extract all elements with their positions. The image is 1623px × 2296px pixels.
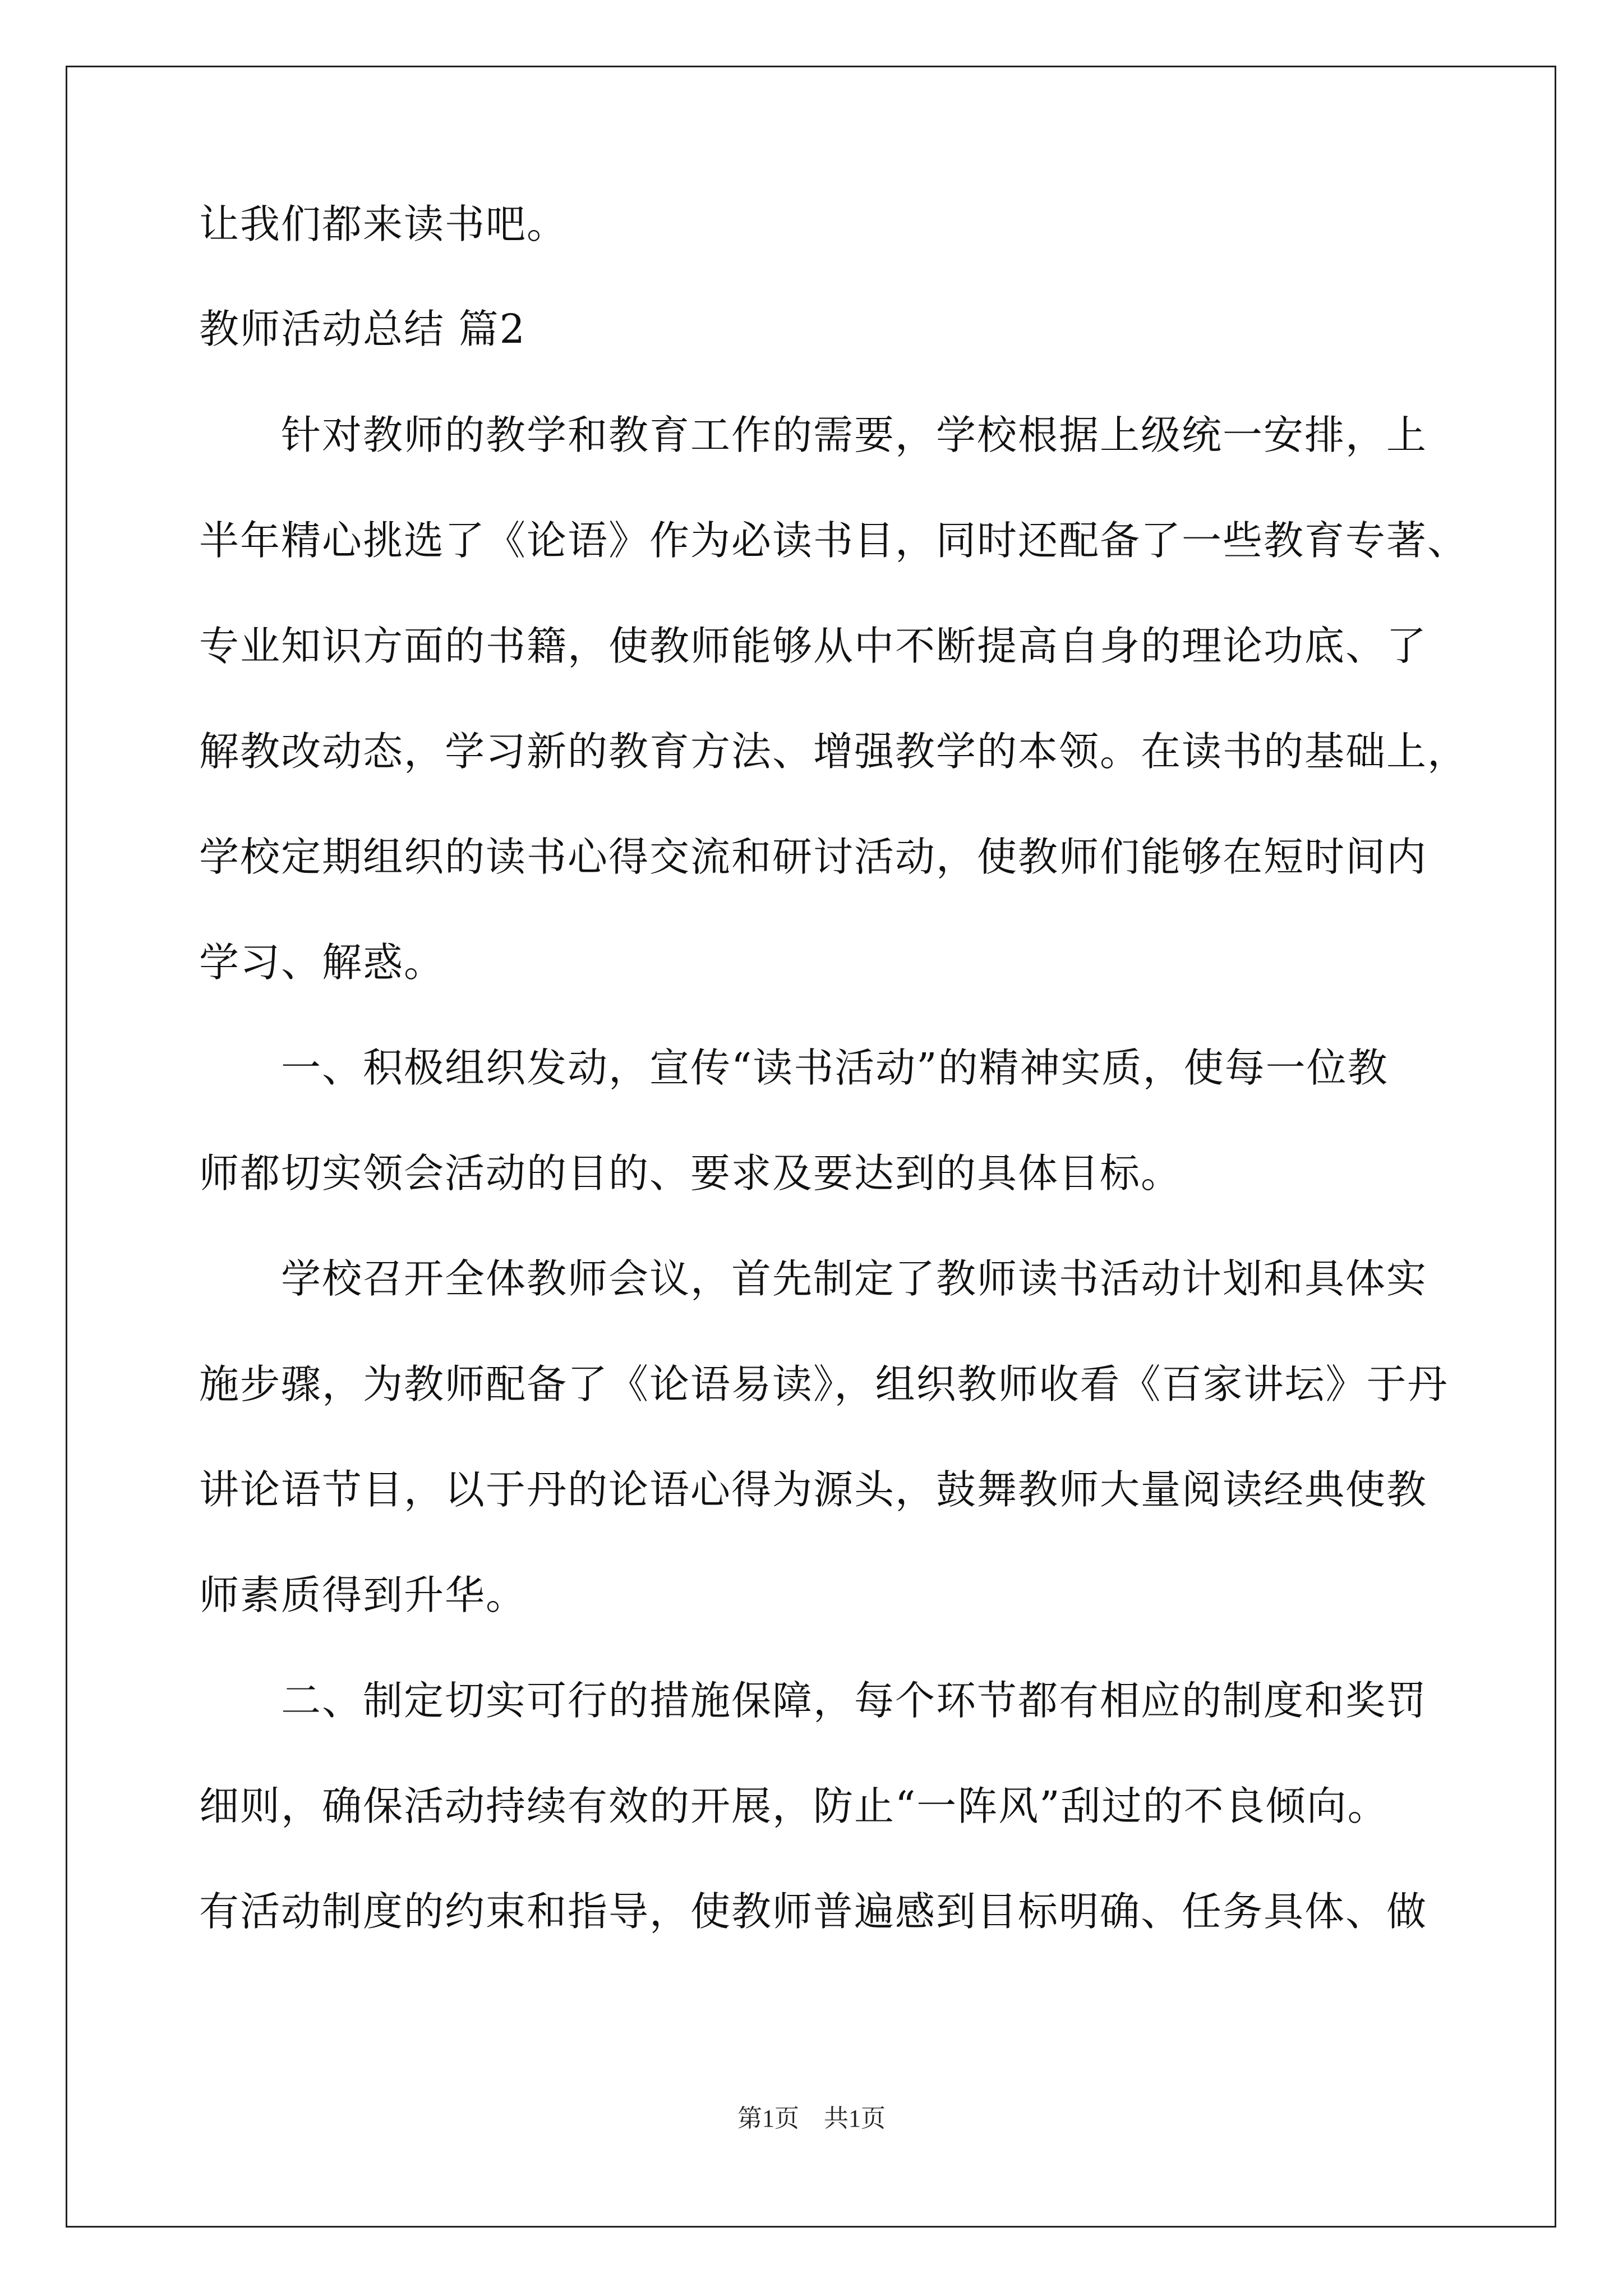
text-line: 解教改动态，学习新的教育方法、增强教学的本领。在读书的基础上， bbox=[199, 728, 1469, 775]
text-line: 让我们都来读书吧。 bbox=[199, 201, 568, 247]
text-line: 专业知识方面的书籍，使教师能够从中不断提高自身的理论功底、了 bbox=[199, 623, 1428, 669]
text-line: 师素质得到升华。 bbox=[199, 1572, 527, 1618]
text-line: 讲论语节目，以于丹的论语心得为源头，鼓舞教师大量阅读经典使教 bbox=[199, 1466, 1428, 1513]
text-line: 学习、解惑。 bbox=[199, 939, 445, 986]
text-line: 二、制定切实可行的措施保障，每个环节都有相应的制度和奖罚 bbox=[199, 1677, 1428, 1724]
text-line: 学校定期组织的读书心得交流和研讨活动，使教师们能够在短时间内 bbox=[199, 834, 1428, 880]
text-line: 细则，确保活动持续有效的开展，防止“一阵风”刮过的不良倾向。 bbox=[199, 1783, 1389, 1829]
text-line: 针对教师的教学和教育工作的需要，学校根据上级统一安排，上 bbox=[199, 412, 1428, 458]
text-line: 施步骤，为教师配备了《论语易读》，组织教师收看《百家讲坛》于丹 bbox=[199, 1361, 1449, 1407]
text-line: 学校召开全体教师会议，首先制定了教师读书活动计划和具体实 bbox=[199, 1255, 1428, 1302]
page-footer: 第1页 共1页 bbox=[737, 2105, 886, 2132]
section-title: 教师活动总结 篇2 bbox=[199, 306, 526, 352]
text-line: 一、积极组织发动，宣传“读书活动”的精神实质，使每一位教 bbox=[199, 1045, 1389, 1091]
text-line: 师都切实领会活动的目的、要求及要达到的具体目标。 bbox=[199, 1150, 1182, 1197]
text-line: 半年精心挑选了《论语》作为必读书目，同时还配备了一些教育专著、 bbox=[199, 517, 1469, 564]
text-line: 有活动制度的约束和指导，使教师普遍感到目标明确、任务具体、做 bbox=[199, 1888, 1428, 1935]
